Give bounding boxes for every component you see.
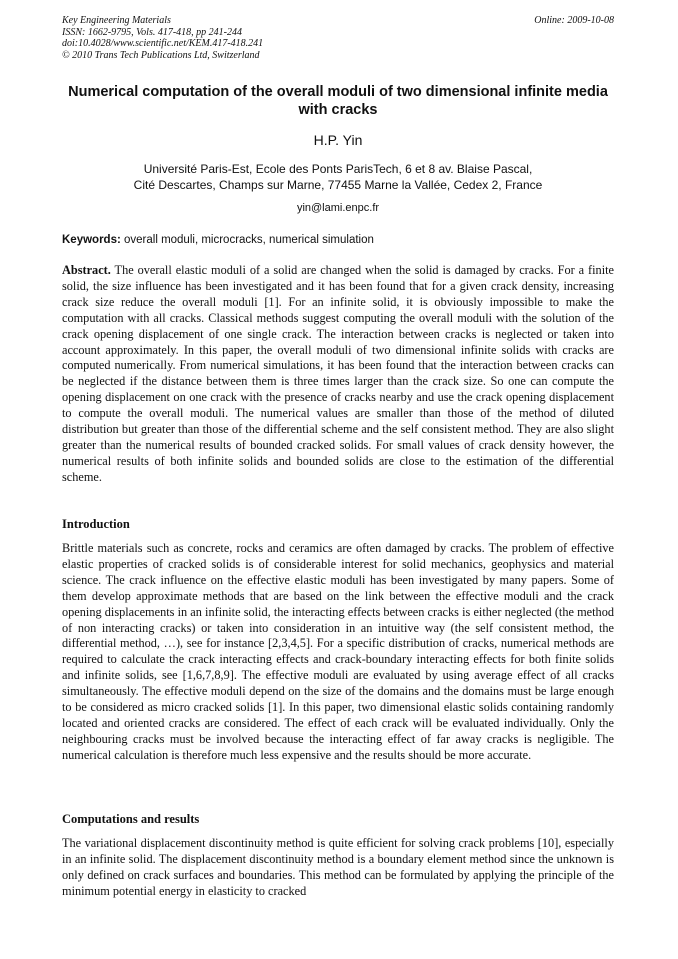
keywords-text: overall moduli, microcracks, numerical simulation: [120, 234, 374, 246]
author-email: yin@lami.enpc.fr: [296, 202, 380, 214]
journal-name: Key Engineering Materials: [62, 15, 171, 26]
issn-line: ISSN: 1662-9795, Vols. 417-418, pp 241-244: [62, 26, 242, 38]
journal-header: [62, 15, 614, 61]
computations-heading: Computations and results: [62, 812, 200, 826]
introduction-heading: Introduction: [62, 517, 130, 531]
computations-text: The variational displacement discontinuity method is quite efficient for solving crack problems [10], especially in an infinite solid. The displacement discontinuity method is a boundary element method since the unknown is only defined on crack surfaces and boundaries. This method can be formulated by applying the principle of the minimum potential energy in elasticity to cracked: [62, 836, 614, 898]
keywords-label: Keywords:: [62, 234, 121, 246]
keywords: [62, 234, 614, 246]
abstract-label: Abstract.: [62, 263, 111, 277]
abstract: [62, 263, 614, 486]
paper-title: Numerical computation of the overall moduli of two dimensional infinite media with cracks: [68, 84, 608, 118]
affiliation-line-1: Université Paris-Est, Ecole des Ponts ParisTech, 6 et 8 av. Blaise Pascal,: [143, 162, 533, 176]
doi-line: doi:10.4028/www.scientific.net/KEM.417-418.241: [62, 38, 264, 49]
affiliation: [62, 162, 614, 193]
online-date: Online: 2009-10-08: [534, 15, 614, 26]
affiliation-line-2: Cité Descartes, Champs sur Marne, 77455 Marne la Vallée, Cedex 2, France: [133, 177, 543, 192]
abstract-text: The overall elastic moduli of a solid are changed when the solid is damaged by cracks. For a finite solid, the size influence has been investigated and it has been found that for a given crack density, increasing crack size reduce the overall moduli [1]. For an infinite solid, it is obviously impossible to make the computation with all cracks. Classical methods suggest computing the overall moduli with the solution of the crack opening displacement of one single crack. The interaction between cracks is neglected or taken into account approximately. In this paper, the overall moduli of two dimensional infinite solids with cracks are computed numerically. From numerical simulations, it has been found that the interaction between cracks can be neglected if the distance between them is three times larger than the crack size. So one can compute the opening displacement on one crack with the presence of cracks nearby and use the crack opening displacement to compute the overall moduli. The numerical values are smaller than those of the method of diluted distribution but greater than those of the differential scheme and the self consistent method. They are also slight greater than the numerical results of bounded cracked solids. For small values of crack density however, the numerical results of both infinite solids and bounded solids are close to the estimation of the differential scheme.: [62, 263, 614, 484]
copyright-line: © 2010 Trans Tech Publications Ltd, Switzerland: [62, 49, 260, 61]
introduction-text: Brittle materials such as concrete, rocks and ceramics are often damaged by cracks. The problem of effective elastic properties of cracked solids is of considerable interest for solid mechanics, geophysics and material science. The crack influence on the effective elastic moduli has been investigated by many papers. Some of them develop approximate methods that are based on the link between the effective moduli and the crack opening displacements in an infinite solid, the interacting effects between cracks is either neglected (the method of non interacting cracks) or taken into consideration in an intuitive way (the self consistent method, the differential method, …), see for instance [2,3,4,5]. For a specific distribution of cracks, numerical methods are required to calculate the crack interacting effects and crack-boundary interacting effects for both finite solids and infinite solids, see [1,6,7,8,9]. The effective moduli are evaluated by using average effect of all cracks simultaneously. The effective moduli depend on the size of the domains and the domains must be large enough to be considered as micro cracked solids [1]. In this paper, two dimensional elastic solids containing randomly located and oriented cracks are considered. The effect of each crack will be evaluated individually. Only the neighbouring cracks must be involved because the interacting effect of far away cracks is negligible. The numerical calculation is therefore much less expensive and the results should be more accurate.: [62, 541, 614, 762]
author-name: H.P. Yin: [313, 132, 363, 148]
